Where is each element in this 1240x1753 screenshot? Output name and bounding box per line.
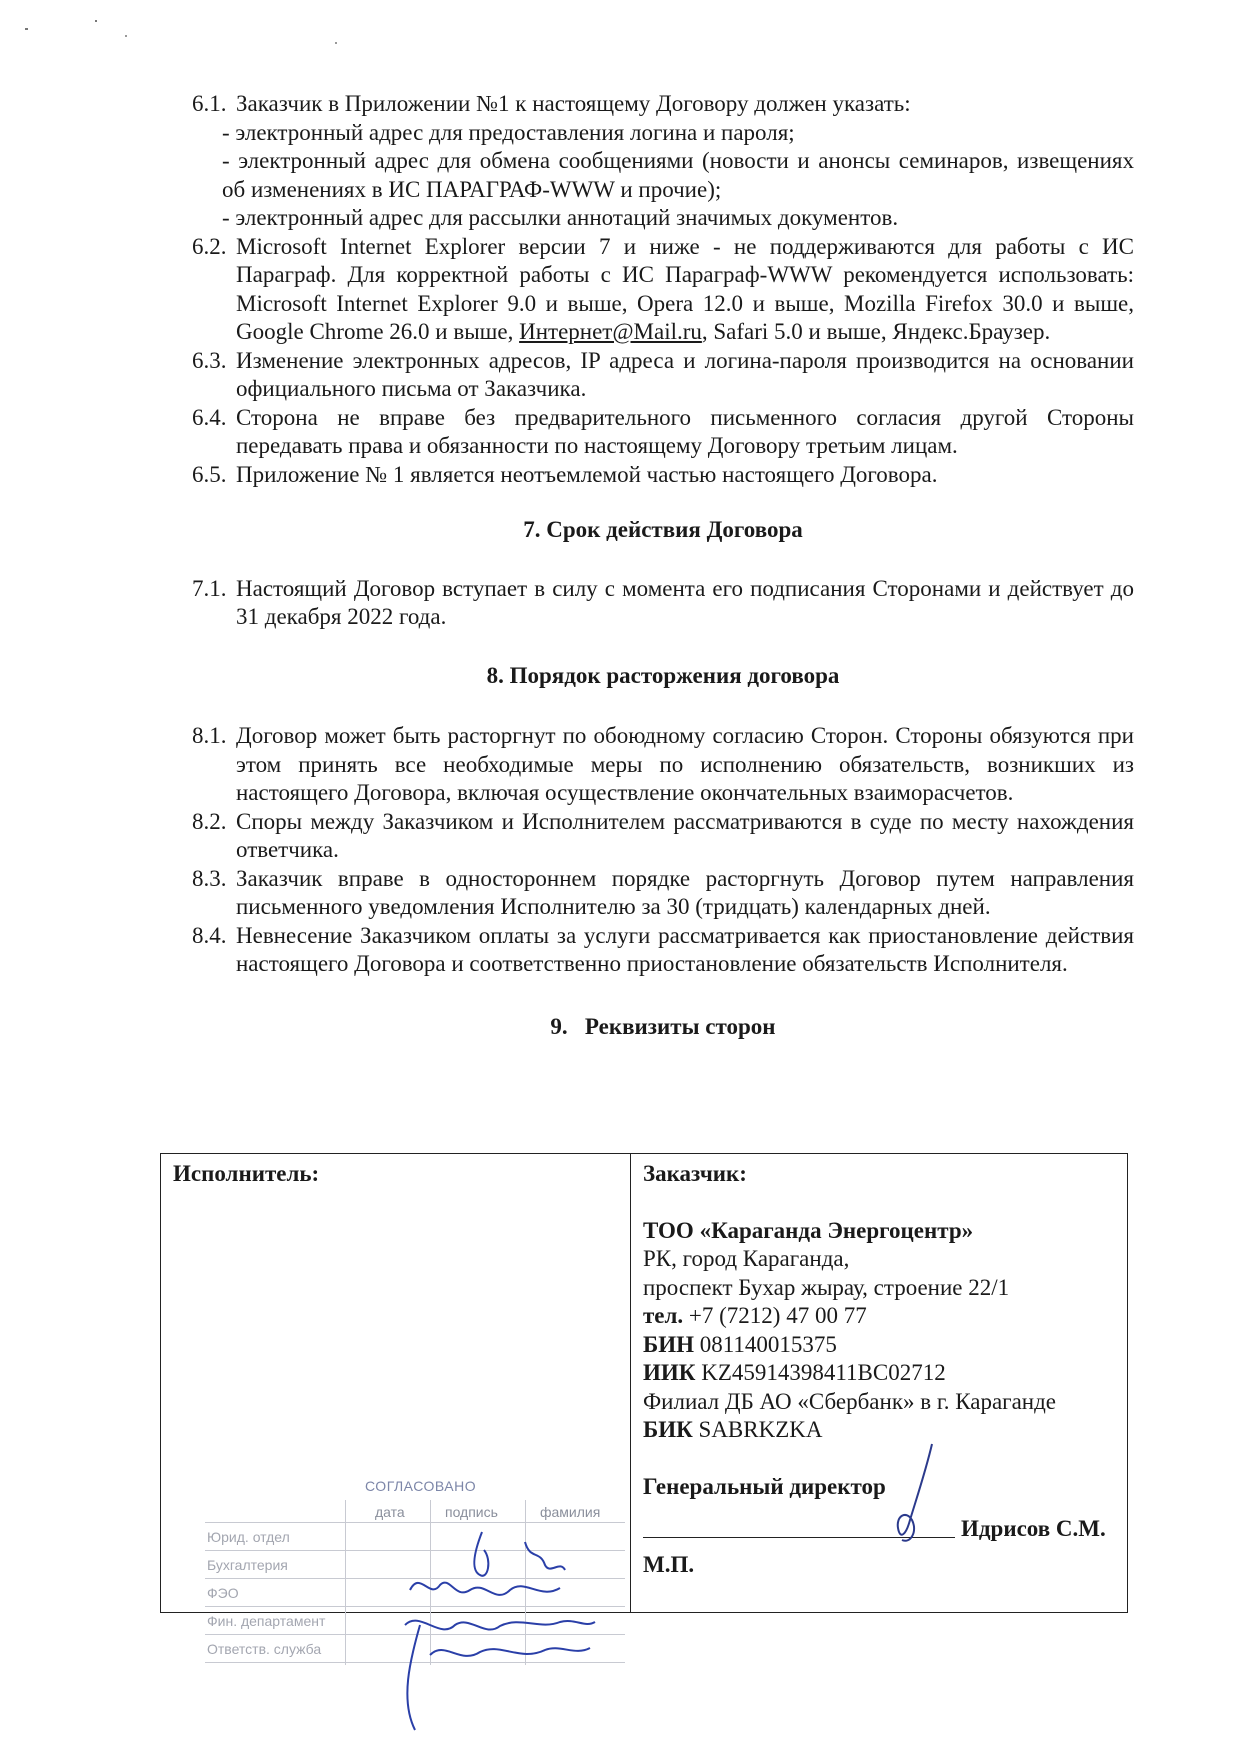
clause-6-4 bbox=[192, 404, 1134, 461]
scan-speck bbox=[335, 42, 337, 44]
clause-6-1 bbox=[192, 90, 1134, 119]
section-9-heading: 9. Реквизиты сторон bbox=[550, 1013, 776, 1039]
clause-7-1 bbox=[192, 575, 1134, 632]
executor-label: Исполнитель: bbox=[173, 1161, 320, 1186]
clause-number: 6.1. bbox=[192, 91, 227, 116]
stamp-row-label: Юрид. отдел bbox=[207, 1529, 290, 1545]
signature-line-row bbox=[643, 1515, 1115, 1545]
bik-label: БИК bbox=[643, 1417, 693, 1442]
customer-bank: Филиал ДБ АО «Сбербанк» в г. Караганде bbox=[643, 1388, 1057, 1414]
clause-text: Споры между Заказчиком и Исполнителем рассматриваются в суде по месту нахождения ответчика. bbox=[236, 808, 1134, 862]
clause-number: 6.3. bbox=[192, 347, 227, 373]
clause-number: 6.4. bbox=[192, 404, 227, 430]
stamp-row-label: ФЭО bbox=[207, 1585, 239, 1601]
section-7-heading: 7. Срок действия Договора bbox=[523, 517, 803, 542]
bin-label: БИН bbox=[643, 1331, 694, 1357]
clause-text: Приложение № 1 является неотъемлемой частью настоящего Договора. bbox=[236, 461, 938, 487]
clause-number: 8.3. bbox=[192, 865, 227, 891]
mail-link[interactable]: Интернет@Mail.ru bbox=[519, 319, 702, 344]
stamp-header-row bbox=[205, 1500, 625, 1523]
clause-text: Microsoft Internet Explorer версии 7 и ниже - не поддерживаются для работы с ИС Параграф. Для корректной работы с ИС Параграф-WWW рекомендуется использовать: Microsoft Internet Explorer 9.0 и выше, Opera 12.0 и выше, Mozilla Firefox 30.0 и выше, Google Chrome 26.0 и выше, bbox=[236, 233, 1134, 344]
stamp-col-date: дата bbox=[375, 1504, 405, 1520]
sub-item-messages-email: - электронный адрес для обмена сообщениями (новости и анонсы семинаров, извещениях об изменениях в ИС ПАРАГРАФ-WWW и прочие); bbox=[222, 148, 1134, 202]
clause-8-4 bbox=[192, 922, 1134, 979]
clause-number: 8.2. bbox=[192, 808, 227, 834]
seal-label: М.П. bbox=[643, 1552, 695, 1577]
customer-cell bbox=[631, 1154, 1128, 1613]
clause-6-2 bbox=[192, 233, 1134, 347]
clause-text: Договор может быть расторгнут по обоюдному согласию Сторон. Стороны обязуются при этом принять все необходимые меры по исполнению обязательств, возникших из настоящего Договора, включая осуществление окончательных взаиморасчетов. bbox=[236, 723, 1134, 805]
bik-value: SABRKZKA bbox=[698, 1417, 823, 1442]
stamp-divider bbox=[345, 1500, 346, 1665]
clause-text: Изменение электронных адресов, IP адреса и логина-пароля производится на основании официального письма от Заказчика. bbox=[236, 347, 1134, 401]
customer-iik-line bbox=[643, 1359, 1115, 1388]
clause-8-1 bbox=[192, 722, 1134, 808]
clause-text: Невнесение Заказчиком оплаты за услуги рассматривается как приостановление действия настоящего Договора и соответственно приостановление обязательств Исполнителя. bbox=[236, 922, 1134, 976]
clause-6-5 bbox=[192, 461, 1134, 490]
scan-speck bbox=[25, 28, 28, 30]
stamp-row-label: Ответств. служба bbox=[207, 1641, 322, 1657]
director-signature bbox=[880, 1440, 950, 1550]
scan-speck bbox=[95, 20, 97, 22]
customer-address-city: РК, город Караганда, bbox=[643, 1246, 850, 1271]
customer-bin-line bbox=[643, 1331, 1115, 1360]
customer-bik-line bbox=[643, 1416, 1115, 1445]
handwritten-approval-signatures bbox=[400, 1530, 660, 1740]
clause-text: Заказчик вправе в одностороннем порядке расторгнуть Договор путем направления письменного уведомления Исполнителю за 30 (тридцать) календарных дней. bbox=[236, 865, 1134, 919]
stamp-title: СОГЛАСОВАНО bbox=[365, 1478, 477, 1494]
sub-item-login-email: - электронный адрес для предоставления логина и пароля; bbox=[222, 119, 795, 145]
customer-name: ТОО «Караганда Энергоцентр» bbox=[643, 1217, 974, 1243]
clause-number: 6.2. bbox=[192, 233, 227, 259]
document-body bbox=[192, 90, 1134, 1041]
clause-number: 8.1. bbox=[192, 723, 227, 748]
iik-label: ИИК bbox=[643, 1360, 696, 1385]
clause-number: 8.4. bbox=[192, 922, 227, 948]
signatory-name: Идрисов С.М. bbox=[961, 1516, 1106, 1541]
customer-phone-line bbox=[643, 1302, 1115, 1331]
phone-value: +7 (7212) 47 00 77 bbox=[688, 1303, 867, 1328]
scan-speck bbox=[125, 35, 127, 37]
phone-label: тел. bbox=[643, 1303, 684, 1328]
stamp-col-signature: подпись bbox=[445, 1504, 498, 1520]
clause-text: Сторона не вправе без предварительного письменного согласия другой Стороны передавать права и обязанности по настоящему Договору третьим лицам. bbox=[236, 404, 1134, 458]
clause-number: 7.1. bbox=[192, 575, 227, 601]
stamp-row-label: Бухгалтерия bbox=[207, 1557, 288, 1573]
customer-label: Заказчик: bbox=[643, 1161, 747, 1186]
clause-text: Настоящий Договор вступает в силу с момента его подписания Сторонами и действует до 31 декабря 2022 года. bbox=[236, 575, 1134, 629]
section-8-heading: 8. Порядок расторжения договора bbox=[486, 662, 840, 688]
stamp-row-label: Фин. департамент bbox=[207, 1613, 326, 1629]
sub-item-annotations-email: - электронный адрес для рассылки аннотаций значимых документов. bbox=[222, 205, 899, 230]
iik-value: KZ45914398411BC02712 bbox=[701, 1360, 946, 1385]
clause-text: Заказчик в Приложении №1 к настоящему Договору должен указать: bbox=[236, 91, 911, 116]
clause-6-3 bbox=[192, 347, 1134, 404]
signatory-position: Генеральный директор bbox=[643, 1473, 886, 1499]
bin-value: 081140015375 bbox=[699, 1331, 837, 1357]
clause-8-2 bbox=[192, 808, 1134, 865]
clause-8-3 bbox=[192, 865, 1134, 922]
customer-address-street: проспект Бухар жырау, строение 22/1 bbox=[643, 1274, 1010, 1300]
clause-text-after: , Safari 5.0 и выше, Яндекс.Браузер. bbox=[701, 319, 1051, 344]
stamp-col-surname: фамилия bbox=[540, 1504, 601, 1520]
clause-number: 6.5. bbox=[192, 461, 227, 487]
